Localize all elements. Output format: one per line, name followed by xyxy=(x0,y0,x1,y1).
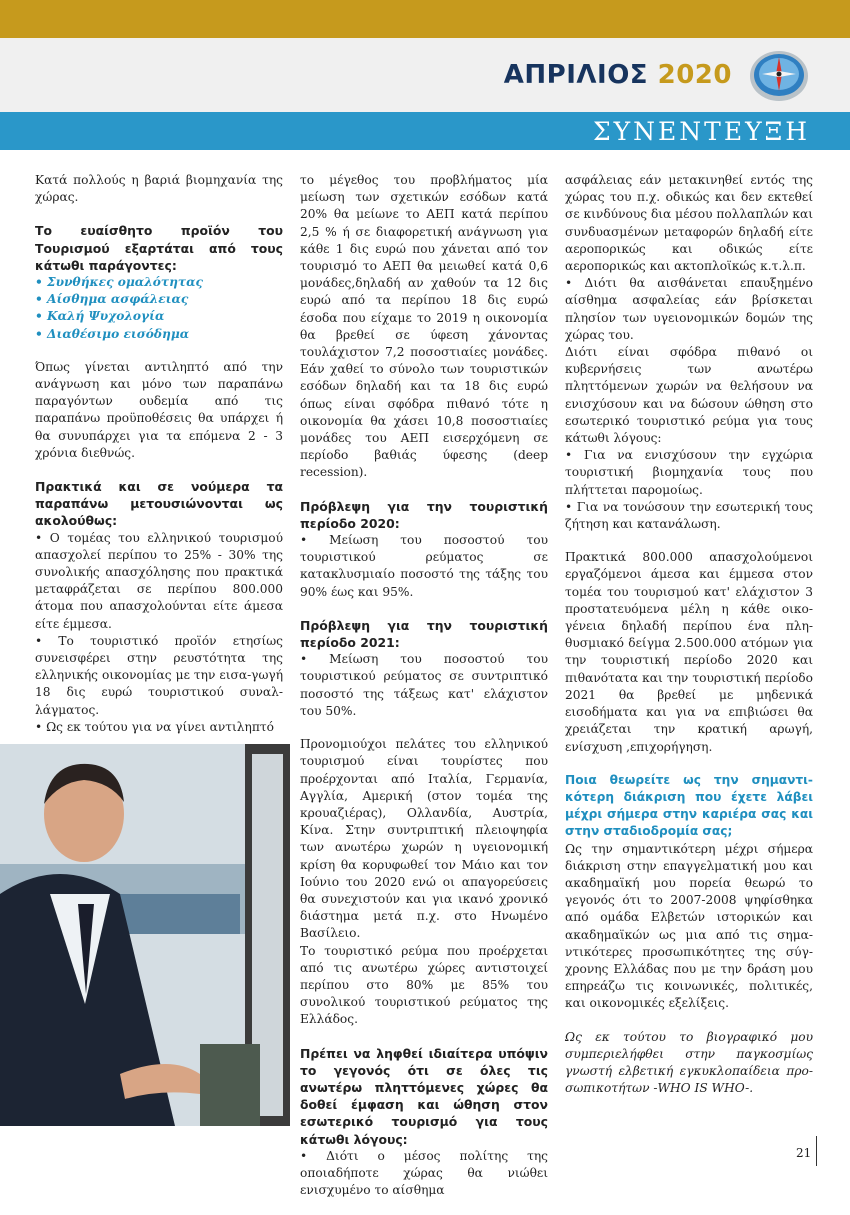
paragraph: το μέγεθος του προβλήματος μία μείωση των σχετικών εσόδων κατά 20% θα μείωνε το ΑΕΠ κατά περίπου 2,5 % ή σε διαφορετική ανάγνωση για κάθε 1 δις ευρώ που χάνεται από τον τουρισμό το ΑΕΠ θα μειωθεί κατά 0,6 μονάδες,δηλαδή αν χαθούν τα 12 δις ευρώ από τα περίπου 18 δις ευρώ έσοδα που είχαμε το 2019 η οικονομία θα βρεθεί σε ύφεση χάνοντας τουλάχιστον 7,2 ποσοστιαίες μονάδες. Εάν χαθεί το σύνολο των τουριστικών εσόδων δηλαδή και τα 18 δις ευρώ όπως είναι σφόδρα πιθανό τότε η οικονομία θα χάσει 10,8 ποσοστιαίες μονάδες του ΑΕΠ εισερχόμενη σε περίοδο βαθιάς ύφεσης (deep recession). xyxy=(300,173,548,480)
bullet-item: • Διαθέσιμο εισόδημα xyxy=(35,326,190,341)
paragraph: • Διότι ο μέσος πολίτης της οποιαδήποτε χώρας θα νιώθει ενισχυμένο το αίσθημα xyxy=(300,1148,548,1198)
page-number: 21 xyxy=(796,1146,812,1160)
paragraph: Το τουριστικό ρεύμα που προέρχεται από τις ανωτέρω χώρες αντιστοιχεί περίπου στο 80% με 85% του συνολικού τουριστικού ρεύματος της Ελλάδος. xyxy=(300,943,548,1027)
paragraph: • Μείωση του ποσοστού του τουριστικού ρεύματος σε κατακλυσμιαίο ποσοστό της τάξης του 90% έως και 95%. xyxy=(300,533,548,599)
paragraph: Ως εκ τούτου το βιογραφικό μου συμπεριελήφθει στην παγκοσμίως γνωστή ελβετική εγκυκλοπαίδεια προ-σωπικοτήτων -WHO IS WHO-. xyxy=(565,1029,813,1096)
paragraph: Προνομιούχοι πελάτες του ελληνικού τουρισμού είναι τουρίστες που προέρχονται από Ιταλία, Γερμανία, Αγγλία, Αμερική (στον τομέα της κρουαζιέρας), Ολλανδία, Αυστρία, Κίνα. Στην συντριπτική πλειοψηφία των ανωτέρω χωρών η υγειονομική κρίση θα κορυφωθεί τον Μάιο και τον Ιούνιο του 2020 ενώ οι απαγορεύσεις θα συνεχιστούν και για ικανό χρονικό διάστημα μετά π.χ. στο Ηνωμένο Βασίλειο. xyxy=(300,737,548,941)
paragraph: • Μείωση του ποσοστού του τουριστικού ρεύματος σε συντριπτικό ποσοστό της τάξεως κατ' ελάχιστον του 50%. xyxy=(300,652,548,718)
paragraph: • Ο τομέας του ελληνικού τουρισμού απασχολεί περίπου το 25% - 30% της συνολικής απασχόλησης που πρακτικά μεταφράζεται σε περίπου 800.000 άτομα που απασχολούνται είτε άμεσα είτε έμμεσα. xyxy=(35,530,283,631)
bullet-item: • Συνθήκες ομαλότητας xyxy=(35,275,203,290)
paragraph: Διότι είναι σφόδρα πιθανό οι κυβερνήσεις των ανωτέρω πληττόμενων χωρών να θελήσουν να ενισχύσουν και να δώσουν ώθηση στο εσωτερικό τουριστικό ρεύμα για τους κάτωθι λόγους: xyxy=(565,345,813,446)
photo-illustration xyxy=(0,744,290,1126)
paragraph: • Για να τονώσουν την εσωτερική τους ζήτηση και κατανάλωση. xyxy=(565,499,813,532)
paragraph: • Ως εκ τούτου για να γίνει αντιληπτό xyxy=(35,719,274,734)
paragraph: Κατά πολλούς η βαριά βιομηχανία της χώρας. xyxy=(35,173,283,205)
subheading: Πρακτικά και σε νούμερα τα παραπάνω μετουσιώνονται ως ακολούθως: xyxy=(35,479,283,529)
bullet-item: • Καλή Ψυχολογία xyxy=(35,309,165,324)
paragraph: • Για να ενισχύσουν την εγχώρια τουριστική βιομηχανία τους που πλήττεται παρομοίως. xyxy=(565,448,813,497)
page-number-rule xyxy=(816,1136,817,1166)
paragraph: Ως την σημαντικότερη μέχρι σήμερα διάκριση στην επαγγελματική μου και ακαδημαϊκή μου πορεία θεωρώ το γεγονός ότι το 2007-2008 ψηφίσθηκα από ομάδα Ελβετών ιστορικών και ακαδημαϊκών ως μια από τις σημα-ντικότερες προσωπικότητες της σύγ-χρονης Ελλάδας που με την δράση μου επηρεάζω τις κοινωνικές, πολιτικές, και οικονομικές εξελίξεις. xyxy=(565,841,813,1011)
paragraph: ασφάλειας εάν μετακινηθεί εντός της χώρας του π.χ. οδικώς και δεν εκτεθεί σε κινδύνους δια μέσου πολλαπλών και συνδυασμένων μεταφορών δηλαδή είτε αεροπορικώς και οδικώς είτε αεροπορικώς και ακτοπλοϊκώς κ.τ.λ.π. xyxy=(565,173,813,274)
bullet-item: • Αίσθημα ασφάλειας xyxy=(35,292,189,307)
subheading: Πρέπει να ληφθεί ιδιαίτερα υπόψιν το γεγονός ότι σε όλες τις ανωτέρω πληττόμενες χώρες θα δοθεί έμφαση και ώθηση στον εσωτερικό τουρισμό για τους κάτωθι λόγους: xyxy=(300,1045,548,1147)
column-1 xyxy=(35,172,283,736)
subheading: Το ευαίσθητο προϊόν του Τουρισμού εξαρτάται από τους κάτωθι παράγοντες: xyxy=(35,223,283,273)
column-3 xyxy=(565,172,813,1113)
paragraph: • Το τουριστικό προϊόν ετησίως συνεισφέρει στην ρευστότητα της ελληνικής οικονομίας με την εισα-γωγή 18 δις ευρώ τουριστικού συναλ-λάγματος. xyxy=(35,633,283,717)
column-2 xyxy=(300,172,548,1215)
paragraph: Πρακτικά 800.000 απασχολούμενοι εργαζόμενοι άμεσα και έμμεσα στον τομέα του τουρισμού κατ' ελάχιστον 3 προστατευόμενα μέλη η κάθε οικο-γένεια δηλαδή περίπου ένα πλη-θυσμιακό δείγμα 2.500.000 ατόμων για την τουριστική περίοδο 2020 και πιθανότατα και την τουριστική περίοδο 2021 θα βρεθεί με μηδενικά εισοδήματα και για να επιβιώσει θα χρειάζεται την κρατική αρωγή, ενίσχυση ,επιχορήγηση. xyxy=(565,550,813,754)
interviewee-photo xyxy=(0,744,290,1126)
section-title: ΣΥΝΕΝΤΕΥΞΗ xyxy=(593,117,810,146)
compass-icon xyxy=(748,47,810,103)
subheading: Πρόβλεψη για την τουριστική περίοδο 2020: xyxy=(300,498,548,531)
subheading: Πρόβλεψη για την τουριστική περίοδο 2021: xyxy=(300,617,548,651)
top-gold-bar xyxy=(0,0,850,38)
issue-date: ΑΠΡΙΛΙΟΣ 2020 xyxy=(503,60,732,90)
paragraph: Όπως γίνεται αντιληπτό από την ανάγνωση και μόνο των παραπάνω παραγόντων ουδεμία από τις παραπάνω προϋποθέσεις θα υπάρχει ή θα συνυπάρχει για τα επόμενα 2 - 3 χρόνια διεθνώς. xyxy=(35,359,283,460)
interview-question: Ποια θεωρείτε ως την σημαντι-κότερη διάκριση που έχετε λάβει μέχρι σήμερα στην καριέρα σας και στην σταδιοδρομία σας; xyxy=(565,772,813,839)
paragraph: • Διότι θα αισθάνεται επαυξημένο αίσθημα ασφαλείας εάν βρίσκεται πλησίον των υγειονομικών δομών της χώρας του. xyxy=(565,276,813,342)
